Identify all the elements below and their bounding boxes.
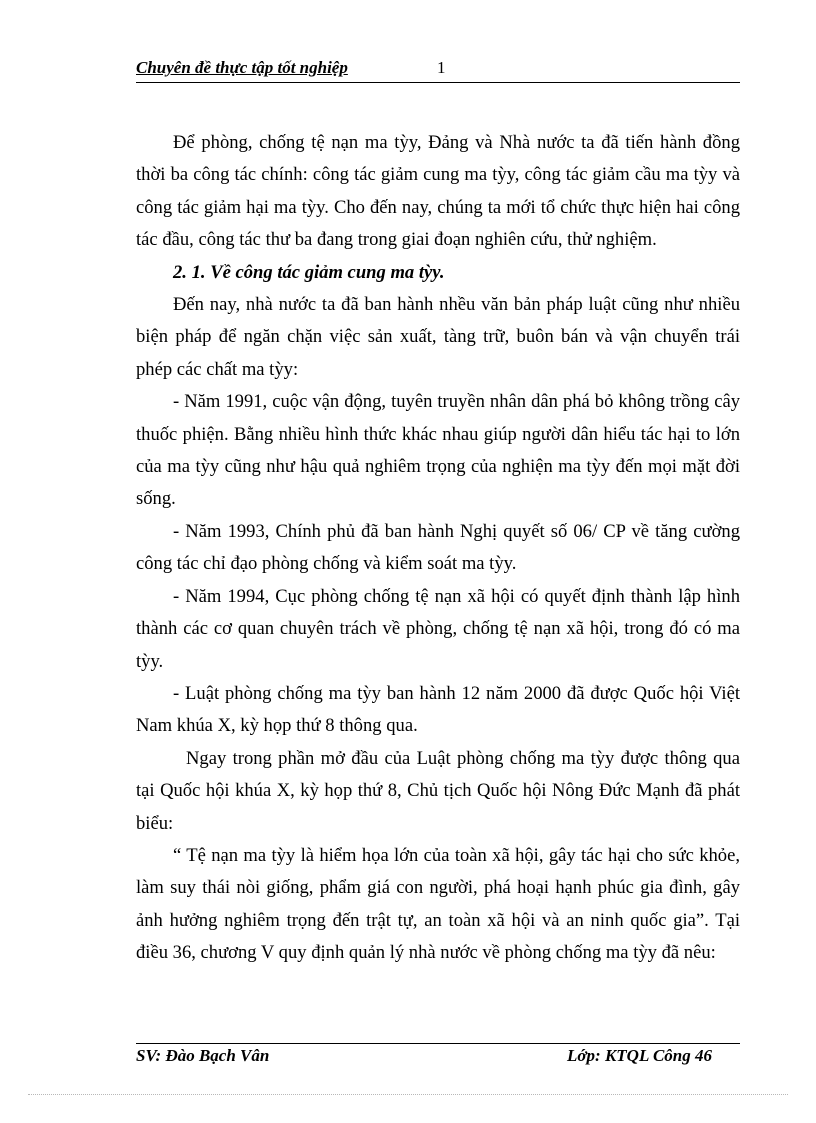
page-footer	[136, 1043, 740, 1070]
list-item-1993: - Năm 1993, Chính phủ đã ban hành Nghị quyết số 06/ CP về tăng cường công tác chỉ đạo phòng chống và kiểm soát ma tỳy.	[136, 520, 740, 575]
section-heading: 2. 1. Về công tác giảm cung ma tỳy.	[173, 261, 445, 283]
paragraph-quote: “ Tệ nạn ma tỳy là hiểm họa lớn của toàn xã hội, gây tác hại cho sức khỏe, làm suy thái nòi giống, phẩm giá con người, phá hoại hạnh phúc gia đình, gây ảnh hưởng nghiêm trọng đến trật tự, an toàn xã hội và an ninh quốc gia”. Tại điều 36, chương V quy định quản lý nhà nước về phòng chống ma tỳy đã nêu:	[136, 844, 740, 964]
paragraph-intro: Để phòng, chống tệ nạn ma tỳy, Đảng và Nhà nước ta đã tiến hành đồng thời ba công tác chính: công tác giảm cung ma tỳy, công tác giảm cầu ma tỳy và công tác giảm hại ma tỳy. Cho đến nay, chúng ta mới tổ chức thực hiện hai công tác đầu, công tác thư ba đang trong giai đoạn nghiên cứu, thử nghiệm.	[136, 132, 740, 251]
page-edge-divider	[28, 1094, 788, 1095]
paragraph-measures: Đến nay, nhà nước ta đã ban hành nhều văn bản pháp luật cũng như nhiều biện pháp để ngăn chặn việc sản xuất, tàng trữ, buôn bán và vận chuyển trái phép các chất ma tỳy:	[136, 294, 740, 380]
page-number: 1	[437, 58, 446, 77]
page-header	[136, 58, 740, 83]
document-title: Chuyên đề thực tập tốt nghiệp	[136, 58, 348, 77]
student-name: SV: Đào Bạch Vân	[136, 1046, 270, 1065]
class-name: Lớp: KTQL Công 46	[567, 1046, 712, 1065]
paragraph-speech-intro: Ngay trong phần mở đầu của Luật phòng chống ma tỳy được thông qua tại Quốc hội khúa X, kỳ họp thứ 8, Chủ tịch Quốc hội Nông Đức Mạnh đã phát biểu:	[136, 747, 740, 834]
document-body	[136, 127, 740, 970]
list-item-law-2000: - Luật phòng chống ma tỳy ban hành 12 năm 2000 đã được Quốc hội Việt Nam khúa X, kỳ họp thứ 8 thông qua.	[136, 682, 740, 737]
list-item-1994: - Năm 1994, Cục phòng chống tệ nạn xã hội có quyết định thành lập hình thành các cơ quan chuyên trách về phòng, chống tệ nạn xã hội, trong đó có ma tỳy.	[136, 585, 740, 672]
list-item-1991: - Năm 1991, cuộc vận động, tuyên truyền nhân dân phá bỏ không trồng cây thuốc phiện. Bằng nhiều hình thức khác nhau giúp người dân hiểu tác hại to lớn của ma tỳy cũng như hậu quả nghiêm trọng của nghiện ma tỳy đến mọi mặt đời sống.	[136, 391, 740, 510]
